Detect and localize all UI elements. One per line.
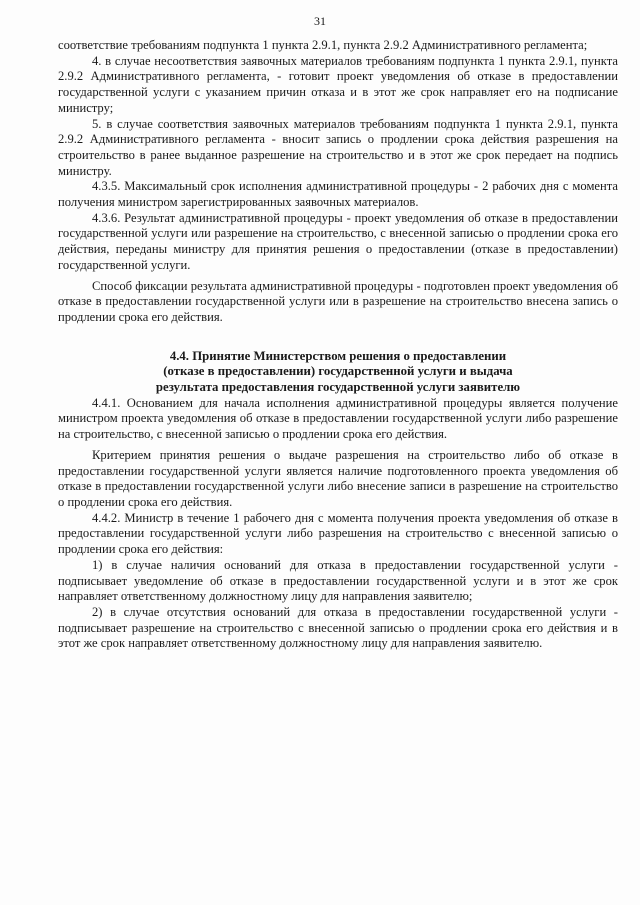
clause-4-3-5: 4.3.5. Максимальный срок исполнения административной процедуры - 2 рабочих дня с момента получения министром зарегистрированных заявочных материалов. [58,179,618,210]
paragraph-result-fixation: Способ фиксации результата административной процедуры - подготовлен проект уведомления об отказе в предоставлении государственной услуги или в разрешение на строительство внесена запись о продлении срока его действия. [58,278,618,324]
paragraph-continuation: соответствие требованиям подпункта 1 пункта 2.9.1, пункта 2.9.2 Административного регламента; [58,38,588,52]
clause-4-4-2: 4.4.2. Министр в течение 1 рабочего дня с момента получения проекта уведомления об отказе в предоставлении государственной услуги либо разрешения на строительство с внесенной записью о продлении срока его действия: [58,510,618,557]
page-number: 31 [314,14,326,28]
list-item-2: 2) в случае отсутствия оснований для отказа в предоставлении государственной услуги - подписывает разрешение на строительство с внесенной записью о продлении срока его действия и в этот же срок направляет ответственному должностному лицу для направления заявителю. [58,604,618,651]
section-title-line: (отказе в предоставлении) государственной услуги и выдача [163,364,513,379]
section-title-line: результата предоставления государственной услуги заявителю [155,380,521,395]
section-title-4-4 [58,349,618,396]
section-title-line: 4.4. Принятие Министерством решения о предоставлении [169,348,507,363]
clause-4-3-6: 4.3.6. Результат административной процедуры - проект уведомления об отказе в предоставлении государственной услуги или разрешение на строительство, с внесенной записью о продлении срока его действия, переданы министру для принятия решения о предоставлении (отказе в предоставлении) государственной услуги. [58,210,618,272]
list-item-5: 5. в случае соответствия заявочных материалов требованиям подпункта 1 пункта 2.9.1, пункта 2.9.2 Административного регламента - вносит запись о продлении срока действия разрешения на строительство в ранее выданное разрешение на строительство и в этот же срок передает на подпись министру. [58,116,618,178]
list-item-4: 4. в случае несоответствия заявочных материалов требованиям подпункта 1 пункта 2.9.1, пункта 2.9.2 Административного регламента, - готовит проект уведомления об отказе в предоставлении государственной услуги с указанием причин отказа и в этот же срок направляет его на подписание министру; [58,53,618,115]
clause-4-4-1: 4.4.1. Основанием для начала исполнения административной процедуры является получение министром проекта уведомления об отказе в предоставлении государственной услуги либо разрешение на строительство, с внесенной записью о продлении срока его действия. [58,395,618,442]
document-body [58,38,618,652]
paragraph-decision-criterion: Критерием принятия решения о выдаче разрешения на строительство либо об отказе в предоставлении государственной услуги является наличие подготовленного проекта уведомления об отказе в предоставлении государственной услуги либо внесение записи в разрешение на строительство о продлении срока его действия. [58,447,618,509]
list-item-1: 1) в случае наличия оснований для отказа в предоставлении государственной услуги - подписывает уведомление об отказе в предоставлении государственной услуги и в этот же срок направляет ответственному должностному лицу для направления заявителю; [58,557,618,604]
